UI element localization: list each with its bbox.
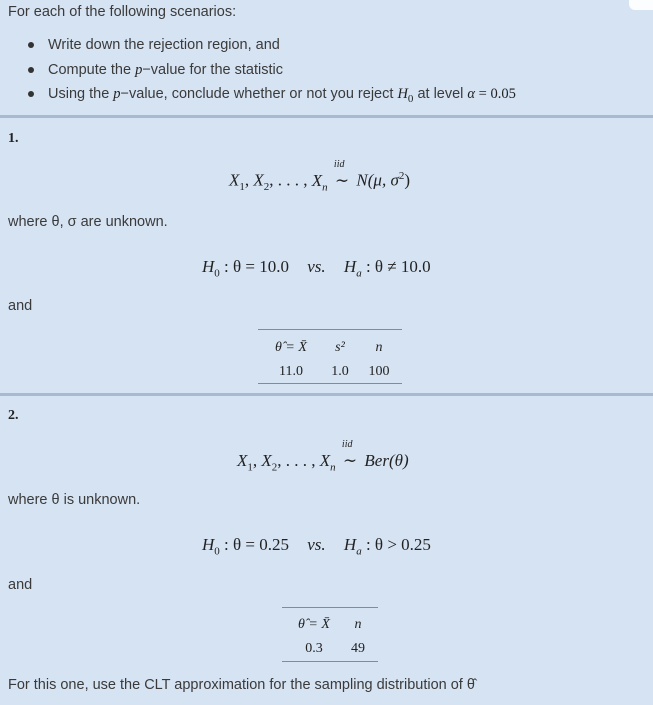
problem-2-label: 2. — [8, 408, 19, 423]
alternative-hypothesis: : θ > 0.25 — [361, 535, 431, 554]
problem-1-hypotheses — [202, 257, 431, 279]
and-text: and — [8, 298, 33, 314]
problem-1-table — [262, 336, 398, 384]
h0-symbol: H — [202, 257, 215, 276]
null-hypothesis: : θ = 0.25 — [219, 535, 289, 554]
p-symbol: p — [135, 61, 143, 78]
bullet-text: Using the — [48, 86, 114, 102]
table-cell: 11.0 — [279, 364, 303, 379]
table-bottom-rule — [258, 383, 402, 384]
list-item — [28, 35, 516, 60]
task-list — [28, 35, 516, 109]
table-header: θ̂ = X̄ — [275, 340, 307, 355]
table-cell: 49 — [351, 641, 365, 656]
h0-subscript: 0 — [407, 92, 414, 105]
bullet-text: Write down the rejection region, and — [48, 37, 280, 53]
problem-2-hypotheses — [202, 535, 431, 557]
table-header: n — [354, 617, 362, 632]
h0-subscript: 0 — [214, 267, 220, 280]
bullet-text: −value for the statistic — [142, 61, 283, 78]
problem-1-label: 1. — [8, 131, 19, 146]
bernoulli-distribution: Ber(θ) — [364, 451, 409, 470]
normal-distribution: N(μ, σ — [356, 170, 399, 190]
ha-subscript: a — [356, 545, 362, 558]
intro-text: For each of the following scenarios: — [8, 4, 237, 20]
ha-symbol: H — [343, 257, 357, 276]
iid-label: iid — [333, 158, 345, 170]
p-symbol: p — [113, 86, 121, 102]
vs-label: vs. — [307, 257, 326, 276]
table-cell: 100 — [368, 364, 390, 379]
table-header: n — [375, 340, 383, 355]
iid-label: iid — [341, 439, 353, 450]
list-item — [28, 84, 516, 109]
problem-2-footer: For this one, use the CLT approximation for the sampling distribution of θ̂ — [8, 677, 475, 693]
alternative-hypothesis: : θ ≠ 10.0 — [361, 257, 431, 276]
closing-paren: ) — [404, 170, 411, 190]
problem-1-unknowns: where θ, σ are unknown. — [8, 214, 168, 230]
table-bottom-rule — [282, 661, 378, 662]
h0-symbol: H — [397, 86, 408, 102]
ha-symbol: H — [343, 535, 357, 554]
table-cell: 0.3 — [305, 641, 323, 656]
list-item — [28, 60, 516, 85]
section-divider — [0, 115, 653, 118]
problem-2-model: $X_1$, $X_2$, . . . , $X_n$ iid ∼ Ber(θ) — [237, 439, 409, 474]
alpha-symbol: α — [467, 86, 476, 102]
corner-tab — [629, 0, 653, 10]
table-header: θ̂ = X̄ — [298, 617, 330, 632]
problem-2-unknowns: where θ is unknown. — [8, 492, 141, 508]
alpha-value: = 0.05 — [475, 86, 516, 102]
sigma-exponent: 2 — [398, 170, 405, 182]
bullet-text: −value, conclude whether or not you reject — [120, 86, 394, 102]
and-text: and — [8, 577, 33, 593]
table-top-rule — [258, 329, 402, 330]
table-cell: 1.0 — [331, 364, 349, 379]
h0-symbol: H — [202, 535, 215, 554]
bullet-text: Compute the — [48, 61, 136, 78]
h0-subscript: 0 — [214, 545, 220, 558]
null-hypothesis: : θ = 10.0 — [219, 257, 289, 276]
ha-subscript: a — [356, 267, 362, 280]
problem-2-table — [286, 613, 374, 661]
vs-label: vs. — [307, 535, 326, 554]
bullet-text: at level — [413, 86, 468, 102]
problem-1-model: $X_1$, $X_2$, . . . , $X_n$ iid ∼ N(μ, $\sigma^2$) — [229, 158, 411, 194]
section-divider — [0, 393, 653, 396]
table-header: s² — [335, 340, 345, 355]
table-top-rule — [282, 607, 378, 608]
